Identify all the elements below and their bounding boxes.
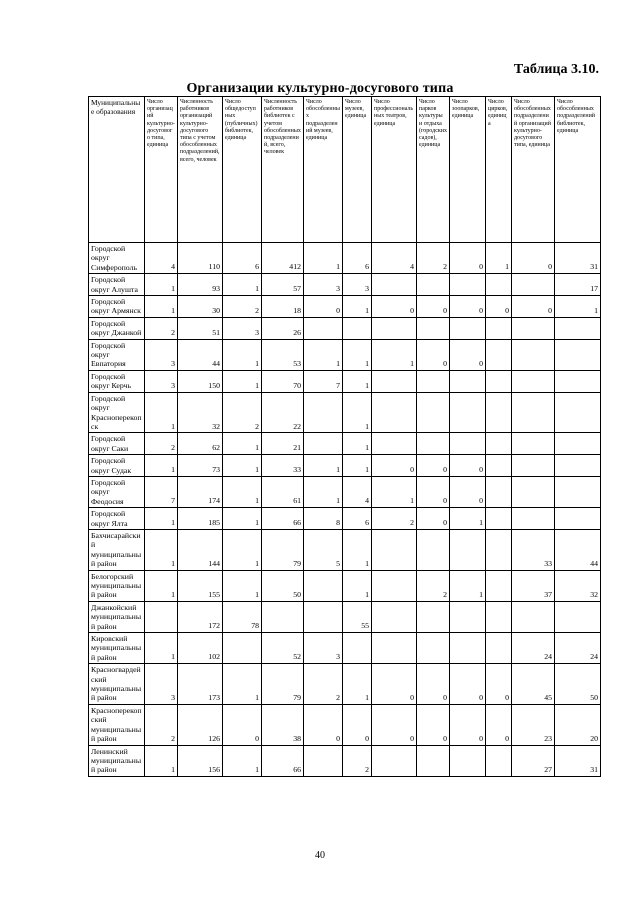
table-row xyxy=(89,317,601,339)
column-header: Число парков культуры и отдыха (городских садов), единица xyxy=(417,97,450,243)
value-cell xyxy=(417,370,450,392)
value-cell xyxy=(512,370,555,392)
value-cell xyxy=(372,317,417,339)
column-header: Число профессиональных театров, единица xyxy=(372,97,417,243)
value-cell: 3 xyxy=(145,664,178,705)
value-cell: 1 xyxy=(223,570,262,601)
value-cell: 6 xyxy=(223,243,262,274)
value-cell: 0 xyxy=(486,664,512,705)
value-cell: 4 xyxy=(343,476,372,507)
value-cell xyxy=(486,601,512,632)
municipality-name-cell: Городской округ Ялта xyxy=(89,508,145,530)
value-cell xyxy=(555,508,601,530)
value-cell: 2 xyxy=(145,317,178,339)
value-cell xyxy=(450,633,486,664)
value-cell: 4 xyxy=(145,243,178,274)
value-cell: 44 xyxy=(178,339,223,370)
value-cell: 24 xyxy=(555,633,601,664)
value-cell xyxy=(486,455,512,477)
value-cell xyxy=(486,274,512,296)
value-cell: 55 xyxy=(343,601,372,632)
value-cell: 0 xyxy=(372,455,417,477)
value-cell: 17 xyxy=(555,274,601,296)
value-cell: 1 xyxy=(304,476,343,507)
table-row xyxy=(89,570,601,601)
value-cell xyxy=(450,745,486,776)
value-cell xyxy=(555,370,601,392)
value-cell: 27 xyxy=(512,745,555,776)
municipality-name-cell: Городской округ Саки xyxy=(89,433,145,455)
municipality-name-cell: Городской округ Керчь xyxy=(89,370,145,392)
value-cell: 1 xyxy=(304,243,343,274)
value-cell: 1 xyxy=(145,296,178,318)
value-cell: 4 xyxy=(372,243,417,274)
culture-organizations-table xyxy=(88,96,601,777)
value-cell: 57 xyxy=(262,274,304,296)
value-cell xyxy=(262,601,304,632)
value-cell xyxy=(555,455,601,477)
value-cell xyxy=(486,476,512,507)
value-cell: 7 xyxy=(145,476,178,507)
value-cell xyxy=(555,392,601,433)
value-cell: 0 xyxy=(417,508,450,530)
value-cell xyxy=(372,529,417,570)
municipality-name-cell: Городской округ Джанкой xyxy=(89,317,145,339)
value-cell: 2 xyxy=(343,745,372,776)
municipality-name-cell: Ленинский муниципальный район xyxy=(89,745,145,776)
value-cell: 1 xyxy=(343,339,372,370)
value-cell: 1 xyxy=(145,570,178,601)
value-cell xyxy=(304,433,343,455)
value-cell: 1 xyxy=(223,455,262,477)
value-cell: 1 xyxy=(343,455,372,477)
value-cell: 33 xyxy=(512,529,555,570)
value-cell xyxy=(450,433,486,455)
value-cell: 2 xyxy=(304,664,343,705)
value-cell: 1 xyxy=(145,529,178,570)
value-cell xyxy=(486,317,512,339)
value-cell: 3 xyxy=(304,274,343,296)
value-cell: 50 xyxy=(262,570,304,601)
value-cell xyxy=(486,529,512,570)
table-row xyxy=(89,455,601,477)
value-cell: 8 xyxy=(304,508,343,530)
value-cell xyxy=(304,392,343,433)
table-row xyxy=(89,296,601,318)
value-cell: 2 xyxy=(417,243,450,274)
municipality-name-cell: Городской округ Красноперекопск xyxy=(89,392,145,433)
table-row xyxy=(89,392,601,433)
value-cell: 7 xyxy=(304,370,343,392)
value-cell: 1 xyxy=(223,508,262,530)
value-cell: 0 xyxy=(304,296,343,318)
value-cell: 1 xyxy=(343,433,372,455)
value-cell xyxy=(555,433,601,455)
value-cell: 1 xyxy=(343,370,372,392)
value-cell: 0 xyxy=(512,243,555,274)
value-cell xyxy=(372,392,417,433)
value-cell: 1 xyxy=(145,633,178,664)
value-cell: 2 xyxy=(223,296,262,318)
value-cell: 31 xyxy=(555,745,601,776)
value-cell: 50 xyxy=(555,664,601,705)
value-cell: 1 xyxy=(145,508,178,530)
value-cell xyxy=(486,745,512,776)
table-row xyxy=(89,370,601,392)
value-cell xyxy=(450,601,486,632)
value-cell xyxy=(372,274,417,296)
value-cell xyxy=(512,601,555,632)
value-cell: 26 xyxy=(262,317,304,339)
municipality-name-cell: Джанкойский муниципальный район xyxy=(89,601,145,632)
value-cell: 1 xyxy=(343,296,372,318)
value-cell: 0 xyxy=(417,664,450,705)
table-title: Организации культурно-досугового типа xyxy=(186,81,454,96)
value-cell xyxy=(486,633,512,664)
value-cell: 102 xyxy=(178,633,223,664)
value-cell xyxy=(486,339,512,370)
value-cell: 1 xyxy=(304,455,343,477)
table-row xyxy=(89,274,601,296)
value-cell xyxy=(555,317,601,339)
value-cell: 24 xyxy=(512,633,555,664)
value-cell xyxy=(417,317,450,339)
value-cell xyxy=(512,455,555,477)
value-cell: 0 xyxy=(304,704,343,745)
value-cell xyxy=(450,274,486,296)
value-cell xyxy=(343,633,372,664)
value-cell: 174 xyxy=(178,476,223,507)
value-cell xyxy=(512,339,555,370)
value-cell: 32 xyxy=(178,392,223,433)
value-cell xyxy=(417,601,450,632)
value-cell: 1 xyxy=(223,433,262,455)
municipality-name-cell: Городской округ Евпатория xyxy=(89,339,145,370)
value-cell: 3 xyxy=(343,274,372,296)
value-cell: 155 xyxy=(178,570,223,601)
value-cell xyxy=(450,317,486,339)
value-cell: 0 xyxy=(417,704,450,745)
value-cell: 0 xyxy=(450,339,486,370)
value-cell xyxy=(304,745,343,776)
column-header: Число цирков, единица xyxy=(486,97,512,243)
value-cell: 93 xyxy=(178,274,223,296)
value-cell xyxy=(512,476,555,507)
table-row xyxy=(89,745,601,776)
column-header: Численность работников библиотек с учетом обособленных подразделений, всего, человек xyxy=(262,97,304,243)
value-cell xyxy=(417,392,450,433)
value-cell xyxy=(486,570,512,601)
value-cell xyxy=(417,274,450,296)
value-cell: 1 xyxy=(343,392,372,433)
value-cell xyxy=(555,339,601,370)
value-cell: 156 xyxy=(178,745,223,776)
value-cell: 1 xyxy=(145,392,178,433)
value-cell: 185 xyxy=(178,508,223,530)
municipality-name-cell: Городской округ Симферополь xyxy=(89,243,145,274)
value-cell xyxy=(486,392,512,433)
page-number: 40 xyxy=(315,850,325,861)
value-cell: 61 xyxy=(262,476,304,507)
value-cell: 1 xyxy=(372,339,417,370)
column-header: Число общедоступных (публичных) библиотек, единица xyxy=(223,97,262,243)
value-cell: 2 xyxy=(145,433,178,455)
value-cell xyxy=(304,601,343,632)
table-row xyxy=(89,243,601,274)
value-cell: 32 xyxy=(555,570,601,601)
value-cell: 1 xyxy=(145,745,178,776)
column-header: Число обособленных подразделений библиотек, единица xyxy=(555,97,601,243)
value-cell xyxy=(417,433,450,455)
value-cell: 0 xyxy=(486,704,512,745)
value-cell: 70 xyxy=(262,370,304,392)
value-cell: 5 xyxy=(304,529,343,570)
value-cell: 79 xyxy=(262,664,304,705)
value-cell: 1 xyxy=(450,508,486,530)
value-cell: 0 xyxy=(450,243,486,274)
value-cell: 2 xyxy=(372,508,417,530)
value-cell: 78 xyxy=(223,601,262,632)
value-cell: 412 xyxy=(262,243,304,274)
value-cell: 23 xyxy=(512,704,555,745)
value-cell xyxy=(512,392,555,433)
table-row xyxy=(89,529,601,570)
value-cell: 0 xyxy=(450,664,486,705)
value-cell xyxy=(372,570,417,601)
table-row xyxy=(89,601,601,632)
column-header: Число обособленных подразделений музеев, единица xyxy=(304,97,343,243)
value-cell: 21 xyxy=(262,433,304,455)
municipality-name-cell: Городской округ Армянск xyxy=(89,296,145,318)
value-cell: 2 xyxy=(145,704,178,745)
value-cell: 0 xyxy=(417,455,450,477)
value-cell: 1 xyxy=(343,529,372,570)
value-cell: 18 xyxy=(262,296,304,318)
value-cell: 1 xyxy=(223,745,262,776)
municipality-name-cell: Красногвардейский муниципальный район xyxy=(89,664,145,705)
value-cell xyxy=(304,570,343,601)
value-cell: 73 xyxy=(178,455,223,477)
value-cell xyxy=(372,633,417,664)
value-cell xyxy=(512,433,555,455)
value-cell: 3 xyxy=(145,370,178,392)
value-cell: 38 xyxy=(262,704,304,745)
value-cell xyxy=(417,529,450,570)
value-cell: 0 xyxy=(450,704,486,745)
value-cell: 173 xyxy=(178,664,223,705)
value-cell: 31 xyxy=(555,243,601,274)
column-header: Численность работников организаций культурно-досугового типа с учетом обособленных подразделений, всего, человек xyxy=(178,97,223,243)
table-row xyxy=(89,339,601,370)
value-cell: 0 xyxy=(372,664,417,705)
value-cell: 22 xyxy=(262,392,304,433)
value-cell xyxy=(223,633,262,664)
value-cell: 3 xyxy=(223,317,262,339)
column-header: Муниципальные образования xyxy=(89,97,145,243)
value-cell: 1 xyxy=(304,339,343,370)
value-cell: 33 xyxy=(262,455,304,477)
table-number: Таблица 3.10. xyxy=(513,62,599,77)
value-cell: 2 xyxy=(417,570,450,601)
value-cell: 3 xyxy=(145,339,178,370)
value-cell: 79 xyxy=(262,529,304,570)
value-cell: 1 xyxy=(223,370,262,392)
value-cell xyxy=(512,508,555,530)
value-cell: 0 xyxy=(450,476,486,507)
value-cell: 1 xyxy=(486,243,512,274)
value-cell xyxy=(372,601,417,632)
value-cell: 37 xyxy=(512,570,555,601)
value-cell: 1 xyxy=(343,570,372,601)
value-cell: 0 xyxy=(372,296,417,318)
value-cell xyxy=(486,508,512,530)
table-row xyxy=(89,664,601,705)
table-row xyxy=(89,476,601,507)
value-cell xyxy=(450,392,486,433)
table-row xyxy=(89,433,601,455)
value-cell: 0 xyxy=(417,476,450,507)
municipality-name-cell: Бахчисарайский муниципальный район xyxy=(89,529,145,570)
value-cell: 1 xyxy=(343,664,372,705)
column-header: Число организаций культурно-досугового типа, единица xyxy=(145,97,178,243)
value-cell: 20 xyxy=(555,704,601,745)
value-cell xyxy=(512,317,555,339)
column-header: Число зоопарков, единица xyxy=(450,97,486,243)
value-cell: 0 xyxy=(343,704,372,745)
value-cell: 6 xyxy=(343,508,372,530)
value-cell: 52 xyxy=(262,633,304,664)
value-cell: 1 xyxy=(372,476,417,507)
table-header-row xyxy=(89,97,601,243)
value-cell: 45 xyxy=(512,664,555,705)
municipality-name-cell: Белогорский муниципальный район xyxy=(89,570,145,601)
value-cell xyxy=(450,529,486,570)
value-cell: 66 xyxy=(262,508,304,530)
value-cell xyxy=(555,476,601,507)
value-cell: 66 xyxy=(262,745,304,776)
value-cell xyxy=(450,370,486,392)
value-cell: 0 xyxy=(417,296,450,318)
value-cell xyxy=(304,317,343,339)
value-cell xyxy=(486,433,512,455)
value-cell xyxy=(417,633,450,664)
value-cell: 0 xyxy=(372,704,417,745)
value-cell: 126 xyxy=(178,704,223,745)
table-row xyxy=(89,704,601,745)
value-cell xyxy=(145,601,178,632)
value-cell: 1 xyxy=(223,664,262,705)
value-cell: 1 xyxy=(223,274,262,296)
value-cell: 3 xyxy=(304,633,343,664)
value-cell: 1 xyxy=(450,570,486,601)
value-cell xyxy=(555,601,601,632)
value-cell xyxy=(417,745,450,776)
value-cell: 0 xyxy=(512,296,555,318)
value-cell: 30 xyxy=(178,296,223,318)
value-cell xyxy=(486,370,512,392)
value-cell xyxy=(372,433,417,455)
column-header: Число музеев, единица xyxy=(343,97,372,243)
value-cell: 0 xyxy=(486,296,512,318)
value-cell: 1 xyxy=(145,274,178,296)
value-cell xyxy=(512,274,555,296)
table-body xyxy=(89,243,601,777)
value-cell: 0 xyxy=(450,455,486,477)
value-cell: 1 xyxy=(145,455,178,477)
value-cell: 150 xyxy=(178,370,223,392)
value-cell: 2 xyxy=(223,392,262,433)
value-cell: 51 xyxy=(178,317,223,339)
value-cell: 1 xyxy=(555,296,601,318)
value-cell: 110 xyxy=(178,243,223,274)
value-cell xyxy=(343,317,372,339)
municipality-name-cell: Кировский муниципальный район xyxy=(89,633,145,664)
value-cell: 1 xyxy=(223,476,262,507)
value-cell xyxy=(372,745,417,776)
municipality-name-cell: Красноперекопский муниципальный район xyxy=(89,704,145,745)
value-cell: 1 xyxy=(223,339,262,370)
municipality-name-cell: Городской округ Феодосия xyxy=(89,476,145,507)
value-cell: 53 xyxy=(262,339,304,370)
value-cell: 0 xyxy=(417,339,450,370)
table-row xyxy=(89,508,601,530)
value-cell: 0 xyxy=(450,296,486,318)
value-cell: 172 xyxy=(178,601,223,632)
value-cell: 62 xyxy=(178,433,223,455)
value-cell: 1 xyxy=(223,529,262,570)
value-cell: 6 xyxy=(343,243,372,274)
value-cell xyxy=(372,370,417,392)
column-header: Число обособленных подразделений организаций культурно-досугового типа, единица xyxy=(512,97,555,243)
municipality-name-cell: Городской округ Алушта xyxy=(89,274,145,296)
value-cell: 44 xyxy=(555,529,601,570)
value-cell: 0 xyxy=(223,704,262,745)
municipality-name-cell: Городской округ Судак xyxy=(89,455,145,477)
table-row xyxy=(89,633,601,664)
value-cell: 144 xyxy=(178,529,223,570)
